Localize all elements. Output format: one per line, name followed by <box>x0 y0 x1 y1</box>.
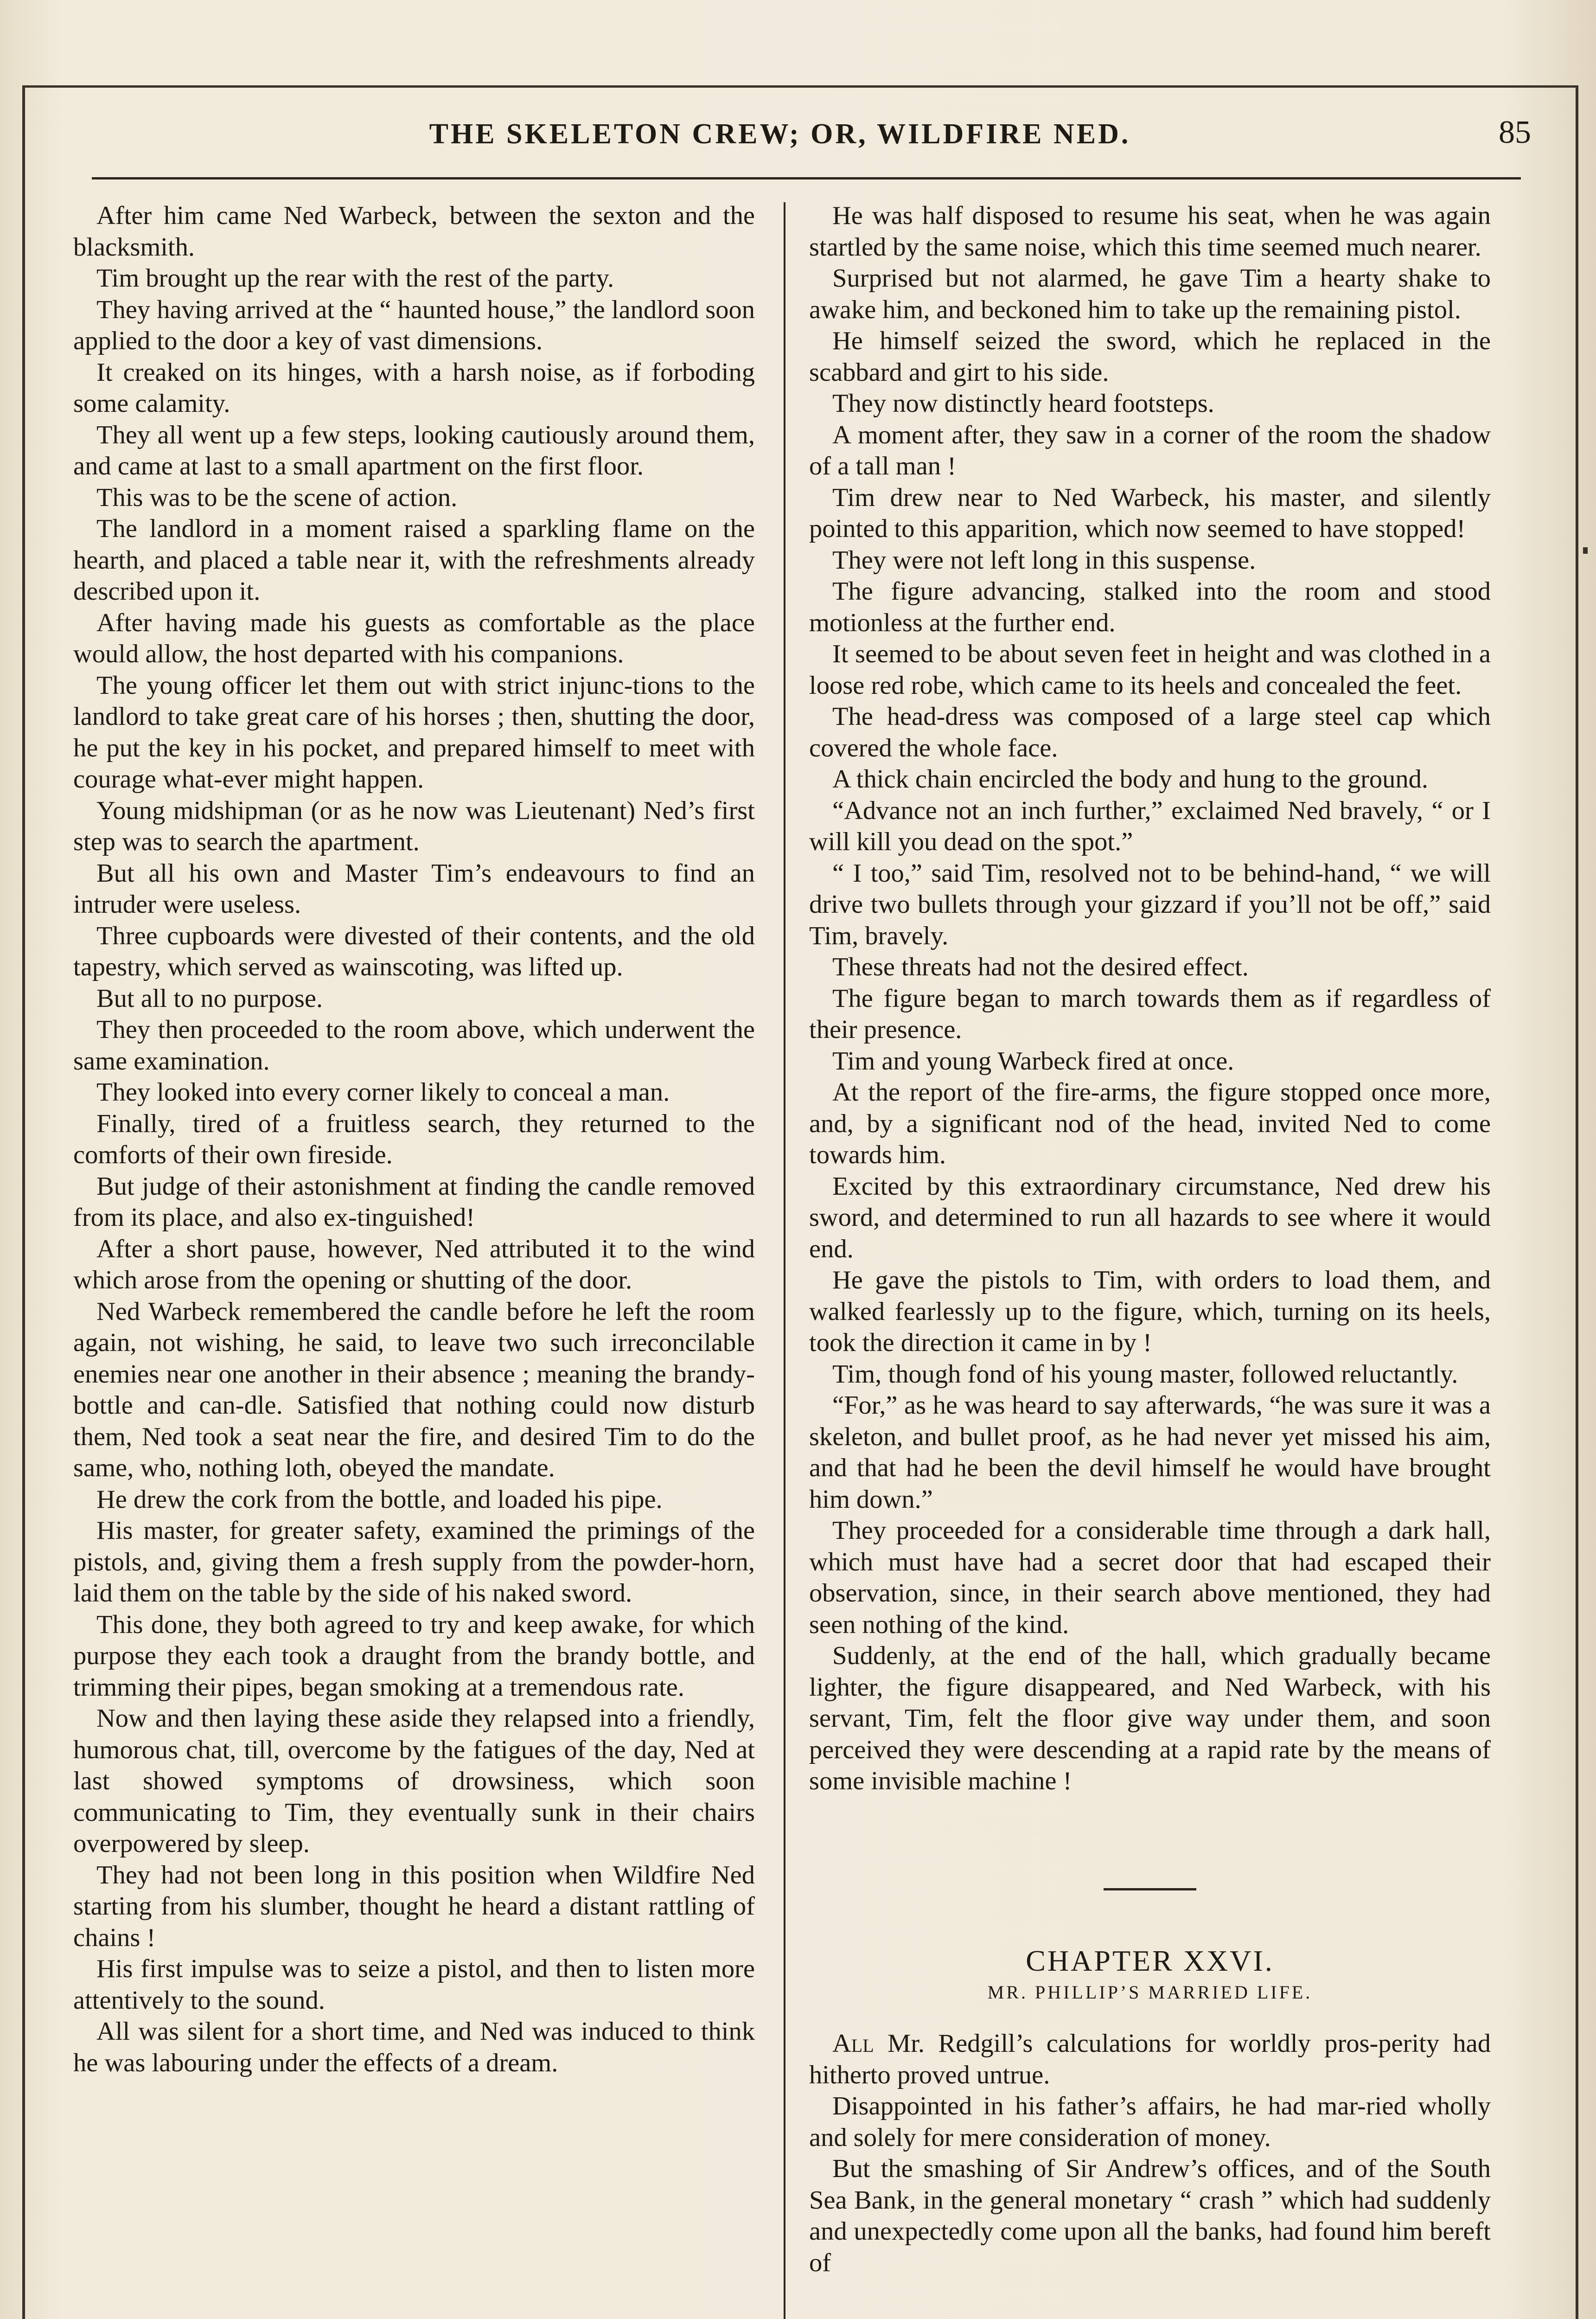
paragraph: But all to no purpose. <box>96 984 323 1013</box>
paragraph: He himself seized the sword, which he replaced in the scabbard and girt to his side. <box>809 327 1491 387</box>
paragraph: Tim and young Warbeck fired at once. <box>832 1046 1234 1076</box>
paragraph: Young midshipman (or as he now was Lieutenant) Ned’s first step was to search the apartment. <box>73 796 755 856</box>
paragraph: Three cupboards were divested of their contents, and the old tapestry, which served as wainscoting, was lifted up. <box>73 921 755 981</box>
paragraph: Ned Warbeck remembered the candle before he left the room again, not wishing, he said, to leave two such irreconcilable enemies near one another in their absence ; meaning the brandy-bottle and can-dle. Satisfied that nothing could now disturb them, Ned took a seat near the fire, and desired Tim to do the same, who, nothing loth, obeyed the mandate. <box>73 1297 755 1482</box>
paragraph: They having arrived at the “ haunted house,” the landlord soon applied to the door a key of vast dimensions. <box>73 295 755 355</box>
paragraph <box>809 2028 1491 2091</box>
paragraph: They now distinctly heard footsteps. <box>832 389 1214 418</box>
paragraph: At the report of the fire-arms, the figure stopped once more, and, by a significant nod of the head, invited Ned to come towards him. <box>809 1078 1491 1169</box>
paragraph: This was to be the scene of action. <box>96 483 458 512</box>
column-divider <box>784 202 785 2319</box>
chapter-title: CHAPTER XXVI. <box>1026 1944 1274 1977</box>
running-title: THE SKELETON CREW; OR, WILDFIRE NED. <box>429 118 1131 150</box>
paragraph: His first impulse was to seize a pistol, and then to listen more attentively to the sound. <box>73 1954 755 2015</box>
paragraph: They all went up a few steps, looking cautiously around them, and came at last to a small apartment on the first floor. <box>73 420 755 480</box>
paragraph: They were not left long in this suspense. <box>832 545 1256 575</box>
paragraph: They then proceeded to the room above, which underwent the same examination. <box>73 1015 755 1076</box>
paragraph: The figure advancing, stalked into the room and stood motionless at the further end. <box>809 577 1491 637</box>
page-number: 85 <box>1499 115 1531 150</box>
paragraph: He was half disposed to resume his seat, when he was again startled by the same noise, which this time seemed much nearer. <box>809 201 1491 262</box>
paragraph: He drew the cork from the bottle, and loaded his pipe. <box>96 1485 663 1514</box>
paragraph: “For,” as he was heard to say afterwards, “he was sure it was a skeleton, and bullet proof, as he had never yet missed his aim, and that had he been the devil himself he would have brought him down.” <box>809 1391 1491 1514</box>
paragraph: It creaked on its hinges, with a harsh noise, as if forboding some calamity. <box>73 358 755 418</box>
paragraph: But judge of their astonishment at finding the candle removed from its place, and also ex-tinguished! <box>73 1172 755 1232</box>
paragraph: They proceeded for a considerable time through a dark hall, which must have had a secret door that had escaped their observation, since, in their search above mentioned, they had seen nothing of the kind. <box>809 1516 1491 1639</box>
paragraph: Tim drew near to Ned Warbeck, his master, and silently pointed to this apparition, which now seemed to have stopped! <box>809 483 1491 543</box>
paragraph: But the smashing of Sir Andrew’s offices, and of the South Sea Bank, in the general monetary “ crash ” which had suddenly and unexpectedly come upon all the banks, had found him bereft of <box>809 2154 1491 2277</box>
running-header <box>29 107 1531 172</box>
paragraph: Disappointed in his father’s affairs, he had mar-ried wholly and solely for mere consideration of money. <box>809 2092 1491 2152</box>
paragraph: He gave the pistols to Tim, with orders to load them, and walked fearlessly up to the figure, which, turning on its heels, took the direction it came in by ! <box>809 1266 1491 1357</box>
paragraph: All was silent for a short time, and Ned was induced to think he was labouring under the effects of a dream. <box>73 2017 755 2077</box>
paragraph: It seemed to be about seven feet in height and was clothed in a loose red robe, which came to its heels and concealed the feet. <box>809 640 1491 700</box>
chapter-rule <box>1104 1888 1196 1890</box>
paragraph: They looked into every corner likely to conceal a man. <box>96 1078 670 1107</box>
paragraph: Now and then laying these aside they relapsed into a friendly, humorous chat, till, overcome by the fatigues of the day, Ned at last showed symptoms of drowsiness, which soon communicating to Tim, they eventually sunk in their chairs overpowered by sleep. <box>73 1704 755 1858</box>
paragraph: A thick chain encircled the body and hung to the ground. <box>832 765 1429 794</box>
chapter-opening-word: All <box>832 2029 874 2058</box>
chapter-subtitle: MR. PHILLIP’S MARRIED LIFE. <box>987 1981 1313 2003</box>
paragraph: After him came Ned Warbeck, between the sexton and the blacksmith. <box>73 201 755 262</box>
paragraph: They had not been long in this position when Wildfire Ned starting from his slumber, thought he heard a distant rattling of chains ! <box>73 1860 755 1952</box>
paragraph: Excited by this extraordinary circumstance, Ned drew his sword, and determined to run all hazards to see where it would end. <box>809 1172 1491 1263</box>
paragraph: After a short pause, however, Ned attributed it to the wind which arose from the opening or shutting of the door. <box>73 1234 755 1294</box>
left-column <box>73 200 755 2319</box>
paragraph: The figure began to march towards them as if regardless of their presence. <box>809 984 1491 1044</box>
paragraph: These threats had not the desired effect. <box>832 953 1249 981</box>
paragraph: The landlord in a moment raised a sparkling flame on the hearth, and placed a table near it, with the refreshments already described upon it. <box>73 514 755 606</box>
paragraph: “Advance not an inch further,” exclaimed Ned bravely, “ or I will kill you dead on the spot.” <box>809 796 1491 856</box>
paragraph: Finally, tired of a fruitless search, they returned to the comforts of their own fireside. <box>73 1109 755 1169</box>
paragraph: The head-dress was composed of a large steel cap which covered the whole face. <box>809 702 1491 762</box>
paragraph: A moment after, they saw in a corner of the room the shadow of a tall man ! <box>809 420 1491 480</box>
paragraph: His master, for greater safety, examined the primings of the pistols, and, giving them a fresh supply from the powder-horn, laid them on the table by the side of his naked sword. <box>73 1516 755 1608</box>
chapter-break <box>809 1867 1491 1898</box>
paragraph: But all his own and Master Tim’s endeavours to find an intruder were useless. <box>73 858 755 919</box>
margin-ink-spot <box>1583 547 1588 554</box>
paragraph: “ I too,” said Tim, resolved not to be behind-hand, “ we will drive two bullets through your gizzard if you’ll not be off,” said Tim, bravely. <box>809 858 1491 950</box>
paragraph: Suddenly, at the end of the hall, which gradually became lighter, the figure disappeared, and Ned Warbeck, with his servant, Tim, felt the floor give way under them, and soon perceived they were descending at a rapid rate by the means of some invisible machine ! <box>809 1641 1491 1795</box>
right-column <box>809 200 1491 2319</box>
paragraph: This done, they both agreed to try and keep awake, for which purpose they each took a draught from the brandy bottle, and trimming their pipes, began smoking at a tremendous rate. <box>73 1610 755 1702</box>
paragraph-text: Mr. Redgill’s calculations for worldly pros-perity had hitherto proved untrue. <box>809 2029 1491 2089</box>
paragraph: Surprised but not alarmed, he gave Tim a hearty shake to awake him, and beckoned him to take up the remaining pistol. <box>809 264 1491 324</box>
paragraph: Tim brought up the rear with the rest of the party. <box>96 264 614 293</box>
header-rule <box>92 177 1521 179</box>
paragraph: The young officer let them out with strict injunc-tions to the landlord to take great care of his horses ; then, shutting the door, he put the key in his pocket, and prepared himself to meet with courage what-ever might happen. <box>73 671 755 794</box>
paragraph: After having made his guests as comfortable as the place would allow, the host departed with his companions. <box>73 608 755 668</box>
paragraph: Tim, though fond of his young master, followed reluctantly. <box>832 1359 1458 1389</box>
